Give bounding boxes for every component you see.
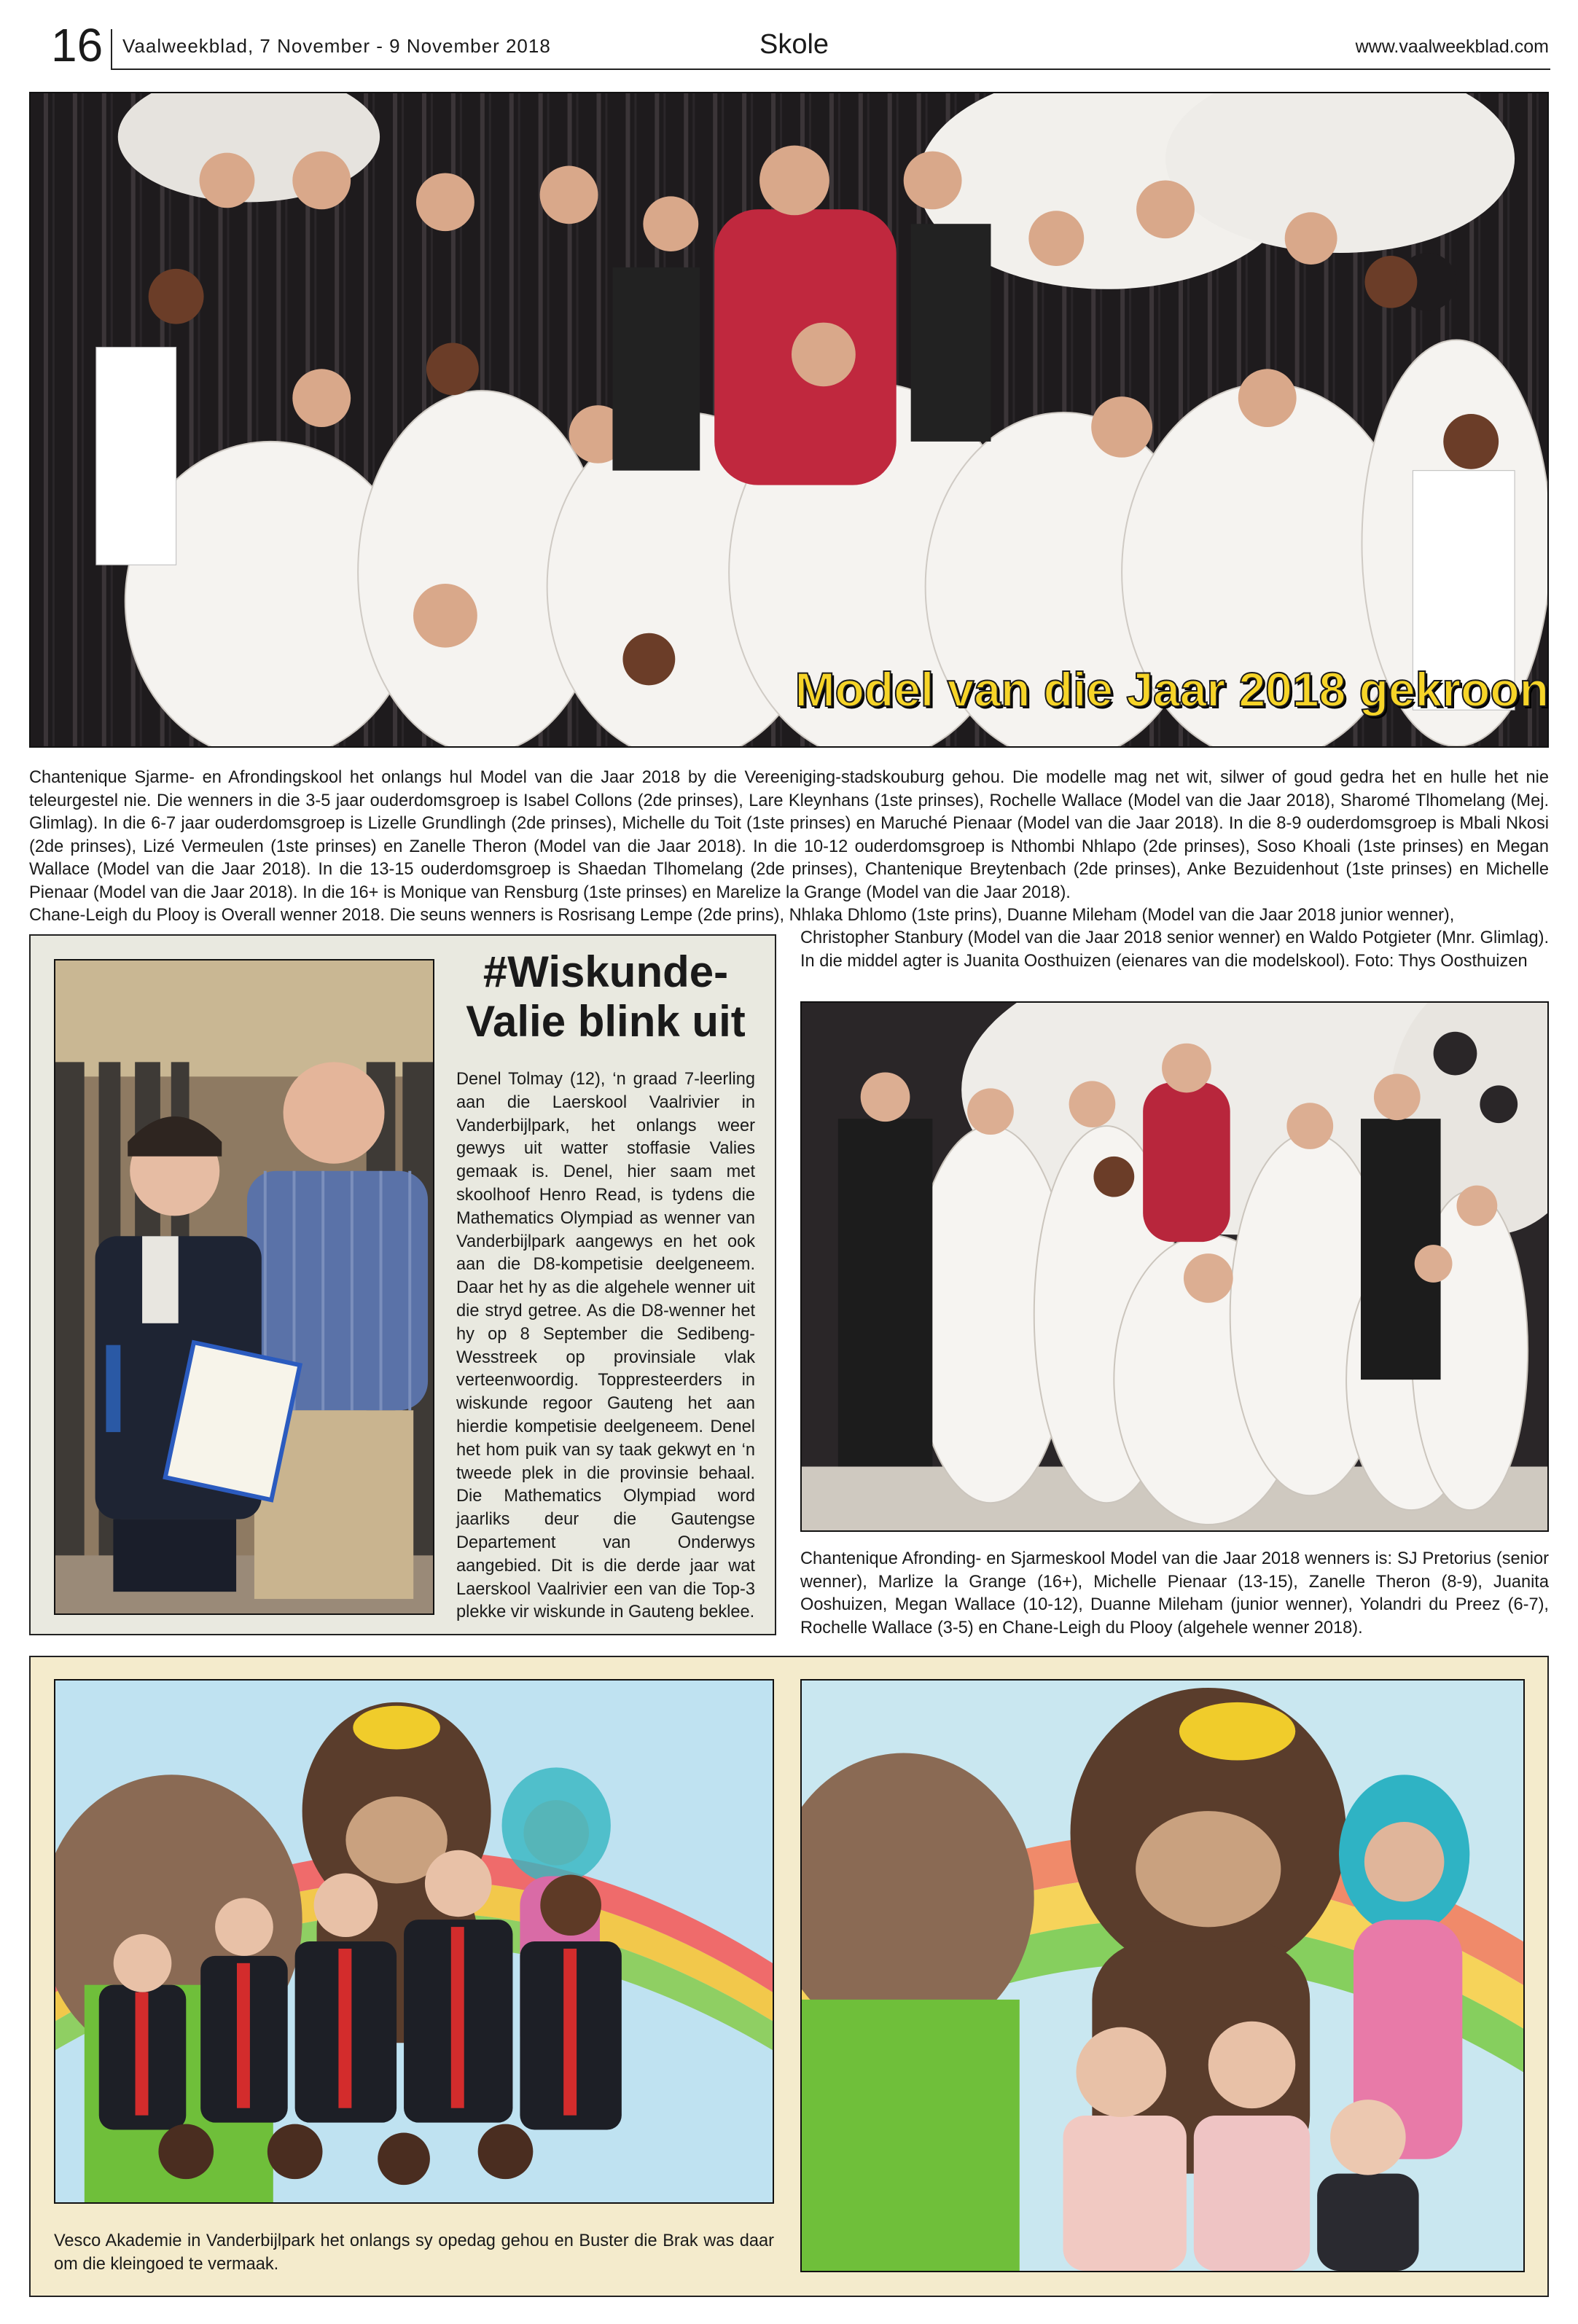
header-rule (111, 69, 1550, 70)
wiskunde-heading (449, 947, 762, 1046)
vesco-caption: Vesco Akademie in Vanderbijlpark het onlangs sy opedag gehou en Buster die Brak was daar om die kleingoed te vermaak. (54, 2231, 774, 2274)
section-title: Skole (759, 29, 829, 60)
wiskunde-photo (54, 959, 434, 1615)
pageant-group-photo (29, 92, 1549, 748)
header-divider (111, 29, 112, 70)
pageant-photo-title: Model van die Jaar 2018 gekroon (794, 662, 1549, 716)
wiskunde-heading-line2: Valie blink uit (466, 997, 746, 1046)
website-link[interactable]: www.vaalweekblad.com (1355, 36, 1549, 57)
pageant-caption: Chantenique Sjarme- en Afrondingskool het onlangs hul Model van die Jaar 2018 by die Vereeniging-stadskouburg gehou. Die modelle mag net wit, silwer of goud gedra het en hulle het nie teleurgestel nie. Die wenners in die 3-5 jaar ouderdomsgroep is Isabel Collons (2de prinses), Lare Kleynhans (1ste prinses), Rochelle Wallace (Model van die Jaar 2018), Sharomé Tlhomelang (Mej. Glimlag). In die 6-7 jaar ouderdomsgroep is Lizelle Grundlingh (2de prinses), Michelle du Toit (1ste prinses) en Maruché Pienaar (Model van die Jaar 2018). In die 8-9 ouderdomsgroep is Mbali Nkosi (2de prinses), Lizé Vermeulen (1ste prinses) en Zanelle Theron (Model van die Jaar 2018). In die 10-12 ouderdomsgroep is Nthombi Nhlapo (2de prinses), Soso Khoali (1ste prinses) en Megan Wallace (Model van die Jaar 2018). In die 13-15 ouderdomsgroep is Shaedan Tlhomelang (2de prinses), Chantenique Breytenbach (2de prinses), Anke Bezuidenhout (1ste prinses) en Michelle Pienaar (Model van die Jaar 2018). In die 16+ is Monique van Rensburg (1ste prinses) en Marelize la Grange (Model van die Jaar 2018). (29, 768, 1549, 902)
vesco-mascot-photo (800, 1679, 1525, 2272)
vesco-group-photo (54, 1679, 774, 2204)
pageant-winners-caption: Chantenique Afronding- en Sjarmeskool Model van die Jaar 2018 wenners is: SJ Pretorius (senior wenner), Marlize la Grange (16+), Michelle Pienaar (13-15), Zanelle Theron (8-9), Juanita Ooshuizen, Megan Wallace (10-12), Duanne Mileham (junior wenner), Yolandri du Preez (6-7), Rochelle Wallace (3-5) en Chane-Leigh du Plooy (algehele wenner 2018). (800, 1549, 1549, 1638)
pageant-caption-continued: Christopher Stanbury (Model van die Jaar 2018 senior wenner) en Waldo Potgieter (Mnr. Glimlag). In die middel agter is Juanita Oosthuizen (eienares van die modelskool). Foto: Thys Oosthuizen (800, 928, 1549, 971)
pageant-caption-last-line: Chane-Leigh du Plooy is Overall wenner 2018. Die seuns wenners is Rosrisang Lempe (2de prins), Nhlaka Dhlomo (1ste prins), Duanne Mileham (Model van die Jaar 2018 junior wenner), (29, 906, 1455, 925)
page-number: 16 (51, 19, 103, 71)
issue-dateline: Vaalweekblad, 7 November - 9 November 2018 (122, 35, 551, 57)
wiskunde-article-body: Denel Tolmay (12), ‘n graad 7-leerling aan die Laerskool Vaalrivier in Vanderbijlpark, het onlangs weer gewys uit watter stoffasie Valies gemaak is. Denel, hier saam met skoolhoof Henro Read, is tydens die Mathematics Olympiad as wenner van Vanderbijlpark aangewys en het ook aan die D8-kompetisie deelgeneem. Daar het hy as die algehele wenner uit die stryd getree. As die D8-wenner het hy op 8 September die Sedibeng-Wesstreek op provinsiale vlak verteenwoordig. Toppresteerders in wiskunde regoor Gauteng het aan hierdie kompetisie deelgeneem. Denel het hom puik van sy taak gekwyt en ‘n tweede plek in die provinsie behaal. Die Mathematics Olympiad word jaarliks deur die Gautengse Departement van Onderwys aangebied. Dit is die derde jaar wat Laerskool Vaalrivier een van die Top-3 plekke vir wiskunde in Gauteng beklee. (456, 1070, 755, 1622)
pageant-winners-photo (800, 1001, 1549, 1532)
wiskunde-heading-line1: #Wiskunde- (483, 947, 729, 996)
